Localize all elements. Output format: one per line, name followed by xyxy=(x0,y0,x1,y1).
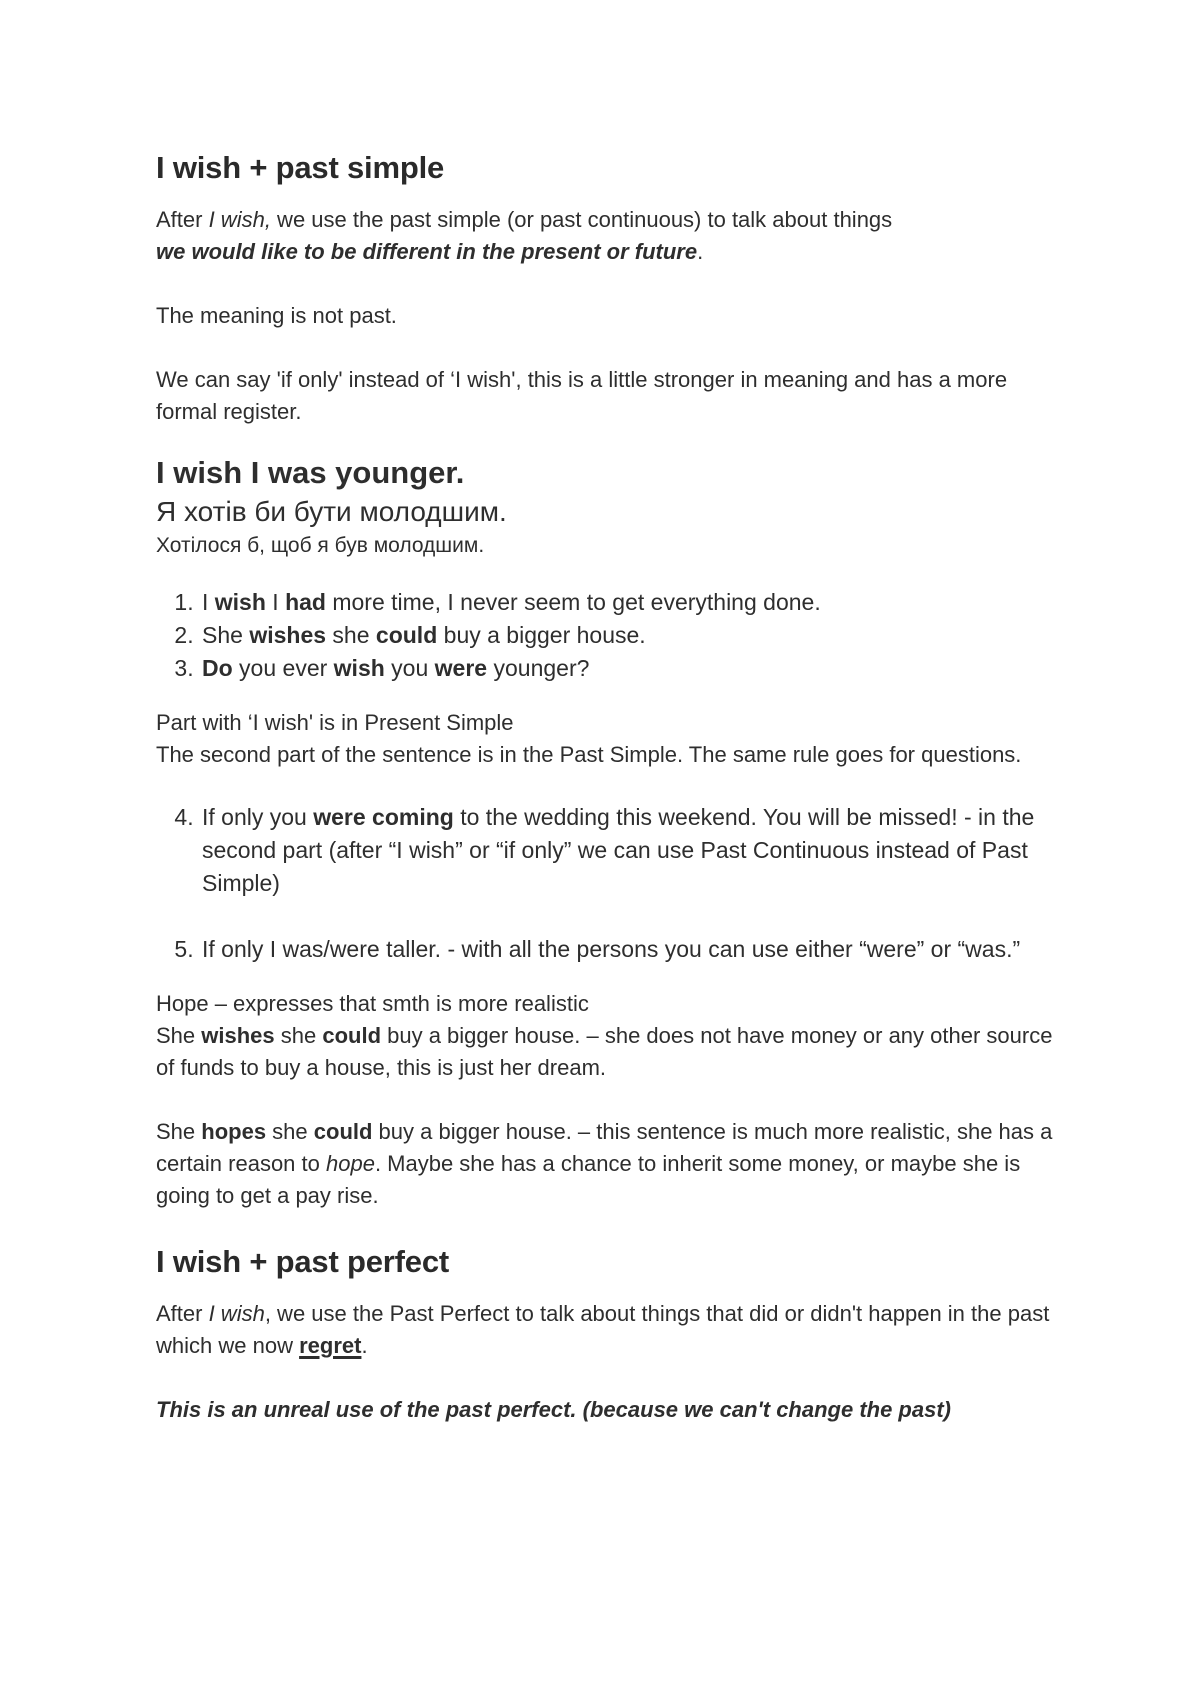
emphasis-text: we would like to be different in the present or future xyxy=(156,239,698,264)
text: After xyxy=(156,1301,209,1326)
text: buy a bigger house. – this sentence is much more realistic, she has a certain reason to xyxy=(156,1119,1053,1176)
text: . xyxy=(697,239,704,264)
text: , we use the Past Perfect to talk about things that did or didn't happen in the past which we now xyxy=(156,1301,1050,1358)
list-item xyxy=(200,652,1056,685)
past-perfect-intro xyxy=(156,1298,1056,1362)
text: I xyxy=(202,589,215,615)
rule-line-1: Part with ‘I wish' is in Present Simple xyxy=(156,710,514,735)
text: more time, I never seem to get everything done. xyxy=(325,589,821,615)
examples-list xyxy=(156,586,1056,685)
bold-text: hopes xyxy=(201,1119,267,1144)
underlined-text: regret xyxy=(299,1333,362,1358)
list-item xyxy=(200,586,1056,619)
hope-paragraph-1 xyxy=(156,1020,1056,1084)
text: She xyxy=(156,1023,202,1048)
hope-line: Hope – expresses that smth is more realistic xyxy=(156,991,589,1016)
unreal-note: This is an unreal use of the past perfect. (because we can't change the past) xyxy=(156,1397,951,1422)
bold-text: wishes xyxy=(249,622,327,648)
list-item xyxy=(200,801,1056,900)
italic-text: I wish xyxy=(208,1301,265,1326)
bold-text: could xyxy=(375,622,438,648)
bold-text: were coming xyxy=(313,804,454,830)
text: She xyxy=(202,622,250,648)
bold-text: could xyxy=(313,1119,373,1144)
bold-text: had xyxy=(285,589,326,615)
text: - with all the persons you can use either “were” or “was.” xyxy=(447,936,1021,962)
bold-text: were xyxy=(434,655,488,681)
list-item xyxy=(200,619,1056,652)
text: . xyxy=(361,1333,368,1358)
text: I xyxy=(265,589,286,615)
if-only-paragraph: We can say 'if only' instead of ‘I wish', this is a little stronger in meaning and has a more formal register. xyxy=(156,367,1008,424)
text: If only I was/were taller. xyxy=(202,936,448,962)
text: buy a bigger house. xyxy=(437,622,646,648)
text: She xyxy=(156,1119,202,1144)
italic-text: I wish, xyxy=(208,207,271,232)
text: you ever xyxy=(232,655,334,681)
italic-text: hope xyxy=(325,1151,375,1176)
example-translation-alt: Хотілося б, щоб я був молодшим. xyxy=(156,534,485,557)
text: . Maybe she has a chance to inherit some money, or maybe she is going to get a pay rise. xyxy=(156,1151,1021,1208)
bold-text: Do xyxy=(202,655,233,681)
bold-text: wishes xyxy=(201,1023,275,1048)
examples-list-2 xyxy=(156,801,1056,966)
bold-text: wish xyxy=(333,655,385,681)
text: - in the second part (after “I wish” or “if only” we can use Past Continuous instead of Past Simple) xyxy=(202,804,1035,896)
section-heading-past-simple: I wish + past simple xyxy=(156,150,445,185)
text: you xyxy=(384,655,435,681)
text: she xyxy=(274,1023,323,1048)
text: to the wedding this weekend. You will be missed! xyxy=(453,804,964,830)
example-translation: Я хотів би бути молодшим. xyxy=(156,496,507,527)
text: After xyxy=(156,207,209,232)
list-item xyxy=(200,933,1056,966)
text: she xyxy=(326,622,376,648)
intro-paragraph xyxy=(156,204,1056,268)
bold-text: wish xyxy=(214,589,266,615)
bold-text: could xyxy=(322,1023,382,1048)
document-body xyxy=(156,146,1056,1426)
text: buy a bigger house. – she does not have money or any other source of funds to buy a house, this is just her dream. xyxy=(156,1023,1053,1080)
text: she xyxy=(266,1119,314,1144)
hope-paragraph-2 xyxy=(156,1116,1056,1212)
text: we use the past simple (or past continuous) to talk about things xyxy=(270,207,893,232)
rule-line-2: The second part of the sentence is in the Past Simple. The same rule goes for questions. xyxy=(156,742,1022,767)
section-heading-past-perfect: I wish + past perfect xyxy=(156,1244,449,1279)
meaning-paragraph: The meaning is not past. xyxy=(156,303,397,328)
example-title: I wish I was younger. xyxy=(156,455,465,490)
text: younger? xyxy=(487,655,590,681)
text: If only you xyxy=(202,804,314,830)
